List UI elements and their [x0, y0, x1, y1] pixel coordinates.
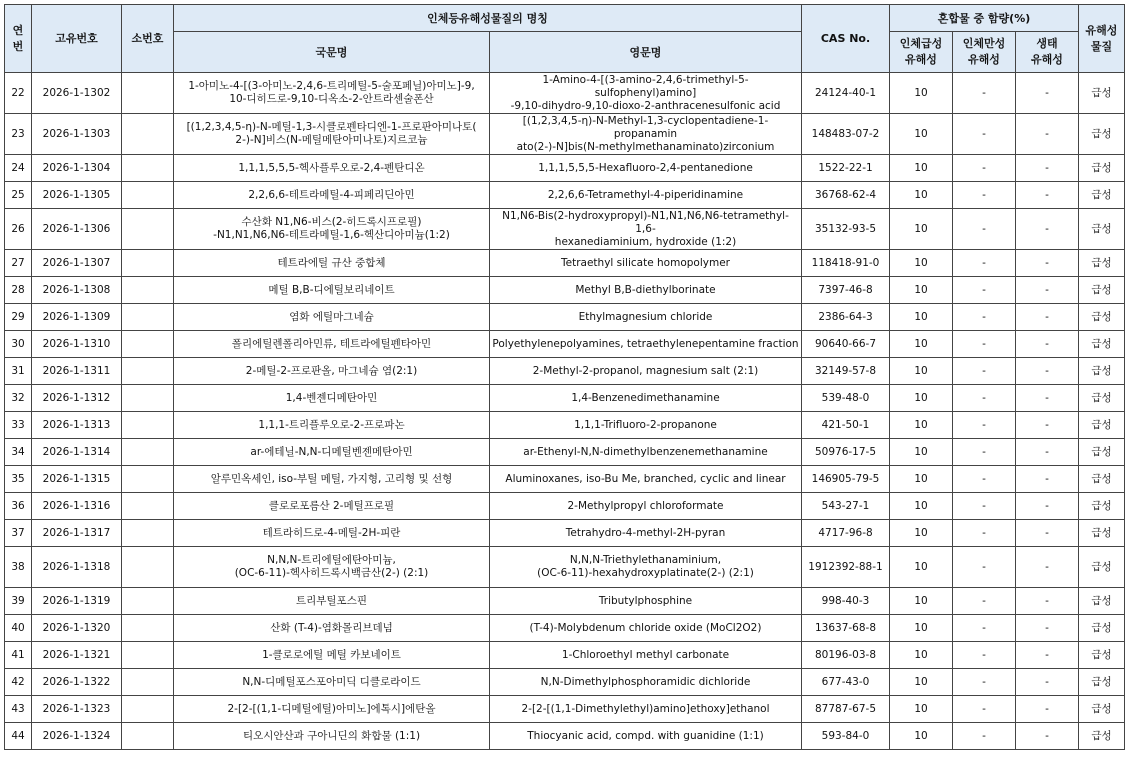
cell-id: 2026-1-1304: [32, 155, 122, 182]
cell-acute: 10: [890, 547, 953, 588]
cell-no: 31: [5, 358, 32, 385]
cell-eng: Tetrahydro-4-methyl-2H-pyran: [490, 520, 802, 547]
cell-eco: -: [1016, 696, 1079, 723]
cell-id: 2026-1-1324: [32, 723, 122, 750]
cell-acute: 10: [890, 588, 953, 615]
cell-sub: [122, 439, 174, 466]
cell-cas: 13637-68-8: [802, 615, 890, 642]
cell-no: 44: [5, 723, 32, 750]
cell-no: 38: [5, 547, 32, 588]
cell-no: 22: [5, 73, 32, 114]
cell-eco: -: [1016, 331, 1079, 358]
cell-cas: 1522-22-1: [802, 155, 890, 182]
cell-acute: 10: [890, 439, 953, 466]
cell-sub: [122, 182, 174, 209]
cell-type: 급성: [1079, 155, 1125, 182]
cell-chronic: -: [953, 209, 1016, 250]
cell-eng: N1,N6-Bis(2-hydroxypropyl)-N1,N1,N6,N6-tetramethyl-1,6- hexanediaminium, hydroxide (1:2): [490, 209, 802, 250]
cell-acute: 10: [890, 493, 953, 520]
header-name-group: 인체등유해성물질의 명칭: [174, 5, 802, 32]
cell-eng: 2-Methylpropyl chloroformate: [490, 493, 802, 520]
cell-cas: 421-50-1: [802, 412, 890, 439]
cell-kor: 테트라히드로-4-메틸-2H-피란: [174, 520, 490, 547]
header-kor: 국문명: [174, 32, 490, 73]
cell-type: 급성: [1079, 439, 1125, 466]
cell-acute: 10: [890, 250, 953, 277]
cell-type: 급성: [1079, 73, 1125, 114]
cell-chronic: -: [953, 73, 1016, 114]
cell-no: 33: [5, 412, 32, 439]
cell-id: 2026-1-1316: [32, 493, 122, 520]
cell-cas: 118418-91-0: [802, 250, 890, 277]
cell-chronic: -: [953, 642, 1016, 669]
cell-no: 35: [5, 466, 32, 493]
cell-eco: -: [1016, 493, 1079, 520]
cell-type: 급성: [1079, 412, 1125, 439]
cell-type: 급성: [1079, 358, 1125, 385]
cell-no: 36: [5, 493, 32, 520]
cell-eco: -: [1016, 358, 1079, 385]
cell-cas: 80196-03-8: [802, 642, 890, 669]
cell-eco: -: [1016, 520, 1079, 547]
cell-id: 2026-1-1306: [32, 209, 122, 250]
cell-cas: 50976-17-5: [802, 439, 890, 466]
cell-id: 2026-1-1323: [32, 696, 122, 723]
cell-cas: 90640-66-7: [802, 331, 890, 358]
cell-eco: -: [1016, 723, 1079, 750]
header-eng: 영문명: [490, 32, 802, 73]
cell-chronic: -: [953, 304, 1016, 331]
cell-chronic: -: [953, 669, 1016, 696]
cell-sub: [122, 547, 174, 588]
cell-chronic: -: [953, 358, 1016, 385]
table-row: [5, 723, 1125, 750]
cell-acute: 10: [890, 466, 953, 493]
table-row: [5, 439, 1125, 466]
cell-no: 26: [5, 209, 32, 250]
table-row: [5, 114, 1125, 155]
cell-no: 43: [5, 696, 32, 723]
cell-eco: -: [1016, 155, 1079, 182]
cell-eng: Aluminoxanes, iso-Bu Me, branched, cyclic and linear: [490, 466, 802, 493]
cell-eng: Thiocyanic acid, compd. with guanidine (1:1): [490, 723, 802, 750]
cell-chronic: -: [953, 547, 1016, 588]
cell-sub: [122, 114, 174, 155]
cell-cas: 24124-40-1: [802, 73, 890, 114]
table-row: [5, 209, 1125, 250]
cell-eng: 1,1,1,5,5,5-Hexafluoro-2,4-pentanedione: [490, 155, 802, 182]
cell-chronic: -: [953, 723, 1016, 750]
cell-eng: 2,2,6,6-Tetramethyl-4-piperidinamine: [490, 182, 802, 209]
cell-acute: 10: [890, 209, 953, 250]
cell-eng: 2-Methyl-2-propanol, magnesium salt (2:1): [490, 358, 802, 385]
cell-eng: Polyethylenepolyamines, tetraethylenepentamine fraction: [490, 331, 802, 358]
cell-chronic: -: [953, 520, 1016, 547]
header-chronic: 인체만성 유해성: [953, 32, 1016, 73]
cell-no: 23: [5, 114, 32, 155]
cell-cas: 677-43-0: [802, 669, 890, 696]
cell-no: 40: [5, 615, 32, 642]
cell-no: 28: [5, 277, 32, 304]
table-row: [5, 547, 1125, 588]
cell-eng: N,N-Dimethylphosphoramidic dichloride: [490, 669, 802, 696]
header-id: 고유번호: [32, 5, 122, 73]
cell-chronic: -: [953, 155, 1016, 182]
header-eco: 생태 유해성: [1016, 32, 1079, 73]
cell-acute: 10: [890, 412, 953, 439]
cell-eco: -: [1016, 385, 1079, 412]
cell-cas: 2386-64-3: [802, 304, 890, 331]
cell-sub: [122, 588, 174, 615]
cell-sub: [122, 209, 174, 250]
cell-acute: 10: [890, 358, 953, 385]
cell-no: 34: [5, 439, 32, 466]
cell-eco: -: [1016, 114, 1079, 155]
cell-no: 42: [5, 669, 32, 696]
table-row: [5, 277, 1125, 304]
cell-type: 급성: [1079, 547, 1125, 588]
cell-acute: 10: [890, 669, 953, 696]
cell-cas: 543-27-1: [802, 493, 890, 520]
cell-kor: [(1,2,3,4,5-η)-N-메틸-1,3-시클로펜타디엔-1-프로판아미나토( 2-)-N]비스(N-메틸메탄아미나토)지르코늄: [174, 114, 490, 155]
cell-type: 급성: [1079, 588, 1125, 615]
cell-kor: 1-아미노-4-[(3-아미노-2,4,6-트리메틸-5-술포페닐)아미노]-9, 10-디히드로-9,10-디옥소-2-안트라센술폰산: [174, 73, 490, 114]
cell-kor: ar-에테닐-N,N-디메틸벤젠메탄아민: [174, 439, 490, 466]
cell-eng: 1,1,1-Trifluoro-2-propanone: [490, 412, 802, 439]
cell-sub: [122, 696, 174, 723]
cell-eco: -: [1016, 182, 1079, 209]
cell-type: 급성: [1079, 642, 1125, 669]
cell-eco: -: [1016, 669, 1079, 696]
cell-eco: -: [1016, 304, 1079, 331]
cell-sub: [122, 669, 174, 696]
cell-sub: [122, 155, 174, 182]
cell-cas: 36768-62-4: [802, 182, 890, 209]
cell-kor: 2-메틸-2-프로판올, 마그네슘 염(2:1): [174, 358, 490, 385]
cell-kor: 티오시안산과 구아니딘의 화합물 (1:1): [174, 723, 490, 750]
table-row: [5, 696, 1125, 723]
cell-type: 급성: [1079, 304, 1125, 331]
table-row: [5, 155, 1125, 182]
cell-id: 2026-1-1321: [32, 642, 122, 669]
cell-id: 2026-1-1314: [32, 439, 122, 466]
cell-type: 급성: [1079, 493, 1125, 520]
table-row: [5, 412, 1125, 439]
header-acute: 인체급성 유해성: [890, 32, 953, 73]
header-type: 유해성 물질: [1079, 5, 1125, 73]
cell-cas: 148483-07-2: [802, 114, 890, 155]
table-row: [5, 669, 1125, 696]
cell-eng: Methyl B,B-diethylborinate: [490, 277, 802, 304]
cell-chronic: -: [953, 615, 1016, 642]
cell-sub: [122, 250, 174, 277]
cell-id: 2026-1-1302: [32, 73, 122, 114]
table-row: [5, 304, 1125, 331]
cell-sub: [122, 304, 174, 331]
cell-cas: 35132-93-5: [802, 209, 890, 250]
cell-sub: [122, 73, 174, 114]
cell-eco: -: [1016, 73, 1079, 114]
cell-kor: 1-클로로에틸 메틸 카보네이트: [174, 642, 490, 669]
cell-acute: 10: [890, 520, 953, 547]
cell-sub: [122, 385, 174, 412]
cell-chronic: -: [953, 277, 1016, 304]
cell-type: 급성: [1079, 696, 1125, 723]
cell-eng: (T-4)-Molybdenum chloride oxide (MoCl2O2): [490, 615, 802, 642]
cell-id: 2026-1-1318: [32, 547, 122, 588]
cell-kor: 수산화 N1,N6-비스(2-히드록시프로필) -N1,N1,N6,N6-테트라메틸-1,6-헥산디아미늄(1:2): [174, 209, 490, 250]
cell-no: 24: [5, 155, 32, 182]
cell-no: 27: [5, 250, 32, 277]
cell-kor: 1,1,1,5,5,5-헥사플루오로-2,4-펜탄디온: [174, 155, 490, 182]
cell-no: 41: [5, 642, 32, 669]
cell-sub: [122, 723, 174, 750]
cell-type: 급성: [1079, 723, 1125, 750]
cell-eco: -: [1016, 439, 1079, 466]
header-content-group: 혼합물 중 함량(%): [890, 5, 1079, 32]
cell-cas: 7397-46-8: [802, 277, 890, 304]
cell-sub: [122, 520, 174, 547]
cell-chronic: -: [953, 493, 1016, 520]
cell-eco: -: [1016, 547, 1079, 588]
table-row: [5, 250, 1125, 277]
cell-chronic: -: [953, 182, 1016, 209]
cell-eco: -: [1016, 209, 1079, 250]
cell-id: 2026-1-1307: [32, 250, 122, 277]
header-cas: CAS No.: [802, 5, 890, 73]
cell-eng: 2-[2-[(1,1-Dimethylethyl)amino]ethoxy]ethanol: [490, 696, 802, 723]
cell-acute: 10: [890, 642, 953, 669]
cell-sub: [122, 493, 174, 520]
cell-eco: -: [1016, 250, 1079, 277]
cell-acute: 10: [890, 182, 953, 209]
table-row: [5, 73, 1125, 114]
cell-kor: 2-[2-[(1,1-디메틸에틸)아미노]에톡시]에탄올: [174, 696, 490, 723]
cell-sub: [122, 277, 174, 304]
cell-sub: [122, 642, 174, 669]
cell-no: 25: [5, 182, 32, 209]
cell-kor: N,N-디메틸포스포아미딕 디클로라이드: [174, 669, 490, 696]
cell-eco: -: [1016, 466, 1079, 493]
cell-cas: 998-40-3: [802, 588, 890, 615]
cell-id: 2026-1-1317: [32, 520, 122, 547]
cell-acute: 10: [890, 696, 953, 723]
cell-chronic: -: [953, 385, 1016, 412]
cell-chronic: -: [953, 412, 1016, 439]
cell-type: 급성: [1079, 277, 1125, 304]
header-sub: 소번호: [122, 5, 174, 73]
cell-type: 급성: [1079, 466, 1125, 493]
cell-id: 2026-1-1312: [32, 385, 122, 412]
table-row: [5, 615, 1125, 642]
table-body: [5, 73, 1125, 750]
cell-cas: 146905-79-5: [802, 466, 890, 493]
cell-sub: [122, 466, 174, 493]
table-row: [5, 182, 1125, 209]
cell-cas: 539-48-0: [802, 385, 890, 412]
cell-id: 2026-1-1309: [32, 304, 122, 331]
cell-no: 32: [5, 385, 32, 412]
cell-eng: [(1,2,3,4,5-η)-N-Methyl-1,3-cyclopentadiene-1-propanamin ato(2-)-N]bis(N-methylmethanaminato)zirconium: [490, 114, 802, 155]
cell-acute: 10: [890, 385, 953, 412]
cell-eng: ar-Ethenyl-N,N-dimethylbenzenemethanamine: [490, 439, 802, 466]
cell-type: 급성: [1079, 385, 1125, 412]
cell-type: 급성: [1079, 114, 1125, 155]
cell-eco: -: [1016, 412, 1079, 439]
cell-id: 2026-1-1315: [32, 466, 122, 493]
cell-eng: N,N,N-Triethylethanaminium, (OC-6-11)-hexahydroxyplatinate(2-) (2:1): [490, 547, 802, 588]
cell-cas: 4717-96-8: [802, 520, 890, 547]
table-row: [5, 493, 1125, 520]
cell-acute: 10: [890, 73, 953, 114]
cell-chronic: -: [953, 439, 1016, 466]
cell-eng: 1-Chloroethyl methyl carbonate: [490, 642, 802, 669]
cell-sub: [122, 331, 174, 358]
cell-kor: 테트라에틸 규산 중합체: [174, 250, 490, 277]
cell-id: 2026-1-1313: [32, 412, 122, 439]
cell-id: 2026-1-1319: [32, 588, 122, 615]
cell-chronic: -: [953, 588, 1016, 615]
cell-kor: 산화 (T-4)-염화몰리브데넘: [174, 615, 490, 642]
cell-eco: -: [1016, 588, 1079, 615]
cell-kor: 염화 에틸마그네슘: [174, 304, 490, 331]
cell-id: 2026-1-1305: [32, 182, 122, 209]
table-row: [5, 358, 1125, 385]
cell-kor: 트리부틸포스핀: [174, 588, 490, 615]
cell-cas: 87787-67-5: [802, 696, 890, 723]
cell-acute: 10: [890, 277, 953, 304]
cell-kor: N,N,N-트리에틸에탄아미늄, (OC-6-11)-헥사히드록시백금산(2-) (2:1): [174, 547, 490, 588]
header-no: 연 번: [5, 5, 32, 73]
cell-sub: [122, 358, 174, 385]
cell-no: 29: [5, 304, 32, 331]
cell-id: 2026-1-1322: [32, 669, 122, 696]
cell-eco: -: [1016, 642, 1079, 669]
cell-cas: 32149-57-8: [802, 358, 890, 385]
cell-eco: -: [1016, 615, 1079, 642]
cell-id: 2026-1-1303: [32, 114, 122, 155]
cell-type: 급성: [1079, 331, 1125, 358]
cell-eng: Ethylmagnesium chloride: [490, 304, 802, 331]
cell-chronic: -: [953, 114, 1016, 155]
cell-id: 2026-1-1310: [32, 331, 122, 358]
cell-type: 급성: [1079, 250, 1125, 277]
cell-type: 급성: [1079, 209, 1125, 250]
cell-kor: 폴리에틸렌폴리아민류, 테트라에틸펜타아민: [174, 331, 490, 358]
cell-id: 2026-1-1311: [32, 358, 122, 385]
cell-acute: 10: [890, 723, 953, 750]
cell-eng: 1-Amino-4-[(3-amino-2,4,6-trimethyl-5-sulfophenyl)amino] -9,10-dihydro-9,10-dioxo-2-anthracenesulfonic acid: [490, 73, 802, 114]
cell-type: 급성: [1079, 615, 1125, 642]
cell-no: 30: [5, 331, 32, 358]
cell-acute: 10: [890, 155, 953, 182]
cell-chronic: -: [953, 696, 1016, 723]
table-row: [5, 466, 1125, 493]
cell-sub: [122, 615, 174, 642]
cell-no: 39: [5, 588, 32, 615]
cell-kor: 메틸 B,B-디에틸보리네이트: [174, 277, 490, 304]
cell-acute: 10: [890, 304, 953, 331]
substance-table: [4, 4, 1125, 750]
cell-eco: -: [1016, 277, 1079, 304]
cell-chronic: -: [953, 250, 1016, 277]
cell-acute: 10: [890, 615, 953, 642]
cell-kor: 1,4-벤젠디메탄아민: [174, 385, 490, 412]
cell-kor: 알루민옥세인, iso-부틸 메틸, 가지형, 고리형 및 선형: [174, 466, 490, 493]
cell-acute: 10: [890, 114, 953, 155]
cell-type: 급성: [1079, 520, 1125, 547]
cell-eng: 1,4-Benzenedimethanamine: [490, 385, 802, 412]
table-row: [5, 385, 1125, 412]
cell-acute: 10: [890, 331, 953, 358]
table-row: [5, 588, 1125, 615]
cell-id: 2026-1-1320: [32, 615, 122, 642]
table-row: [5, 642, 1125, 669]
cell-type: 급성: [1079, 669, 1125, 696]
cell-eng: Tetraethyl silicate homopolymer: [490, 250, 802, 277]
cell-type: 급성: [1079, 182, 1125, 209]
cell-chronic: -: [953, 466, 1016, 493]
table-row: [5, 331, 1125, 358]
cell-kor: 클로로포름산 2-메틸프로필: [174, 493, 490, 520]
table-row: [5, 520, 1125, 547]
cell-eng: Tributylphosphine: [490, 588, 802, 615]
cell-cas: 1912392-88-1: [802, 547, 890, 588]
cell-cas: 593-84-0: [802, 723, 890, 750]
cell-kor: 2,2,6,6-테트라메틸-4-피페리딘아민: [174, 182, 490, 209]
cell-kor: 1,1,1-트리플루오로-2-프로파논: [174, 412, 490, 439]
cell-id: 2026-1-1308: [32, 277, 122, 304]
cell-sub: [122, 412, 174, 439]
table-header: [5, 5, 1125, 73]
cell-chronic: -: [953, 331, 1016, 358]
cell-no: 37: [5, 520, 32, 547]
